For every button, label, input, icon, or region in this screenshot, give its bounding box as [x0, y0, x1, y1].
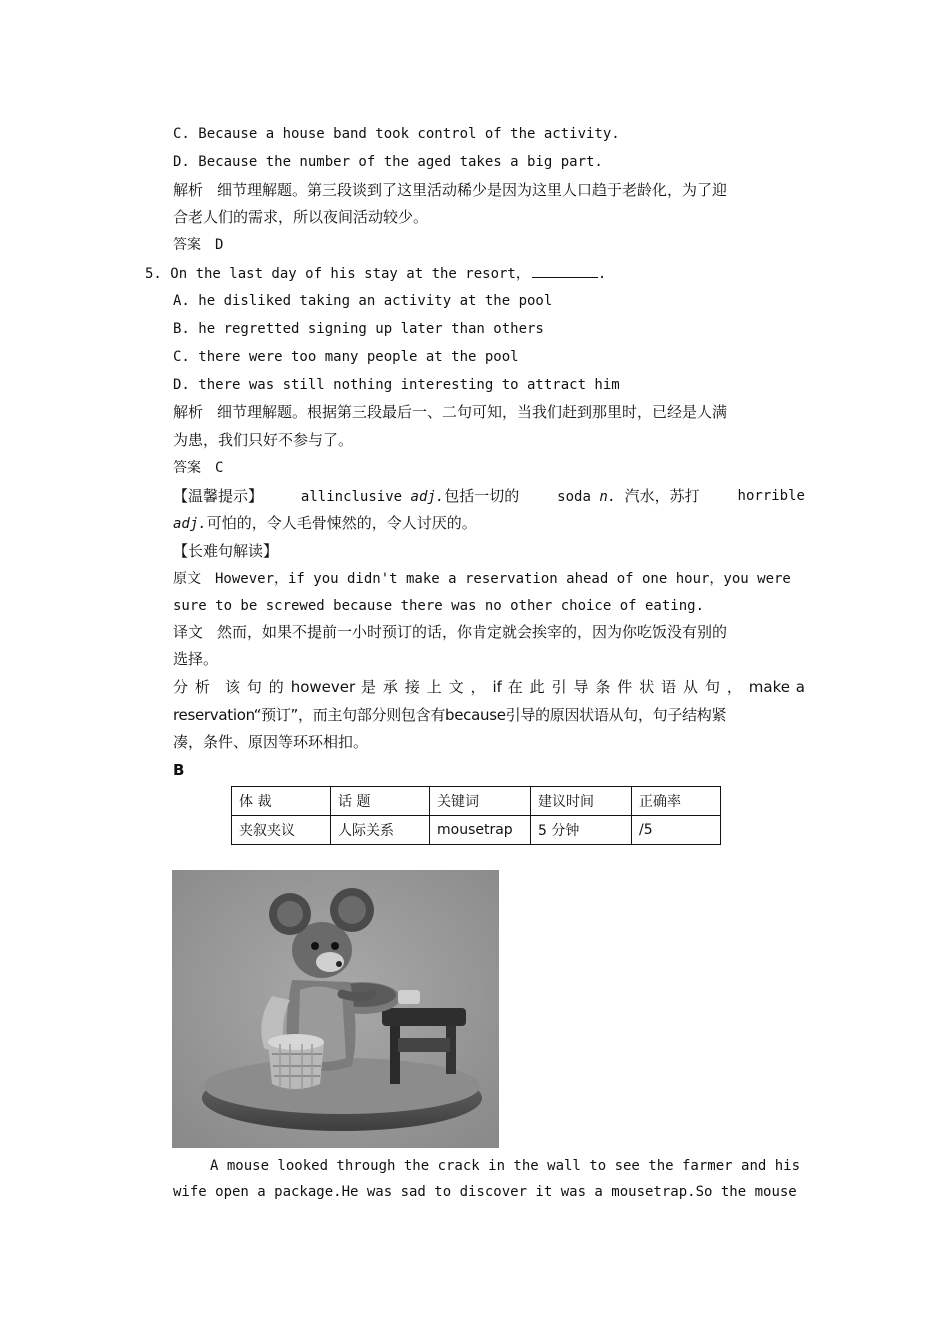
original-line1	[173, 569, 805, 589]
original-label: 原文	[173, 571, 201, 587]
tips-word2-group	[557, 486, 699, 507]
tips-word1-meaning: 包括一切的	[444, 487, 520, 505]
long-sentence-heading: 【长难句解读】	[173, 542, 279, 560]
tips-word3-meaning: 可怕的，令人毛骨悚然的，令人讨厌的。	[206, 514, 477, 532]
q5-answer	[173, 458, 805, 478]
analysis-line3: 凑，条件、原因等环环相扣。	[173, 733, 369, 751]
analysis-line1	[173, 677, 805, 697]
table-cell: 夹叙夹议	[232, 816, 331, 845]
translation-text1: 然而，如果不提前一小时预订的话，你肯定就会挨宰的，因为你吃饭没有别的	[217, 623, 728, 641]
section-b-heading: B	[173, 761, 185, 779]
table-header-cell: 话 题	[331, 787, 430, 816]
q4-analysis-label: 解析	[173, 181, 204, 199]
q4-answer-label: 答案	[173, 237, 201, 253]
tips-word3-pos: adj.	[173, 516, 207, 532]
q5-answer-label: 答案	[173, 460, 201, 476]
q4-option-d: D. Because the number of the aged takes a big part.	[173, 154, 603, 170]
q5-option-c: C. there were too many people at the pool	[173, 349, 519, 365]
original-text1: However，if you didn't make a reservation ahead of one hour，you were	[215, 571, 791, 587]
tips-word2-meaning: 汽水，苏打	[624, 487, 700, 505]
table-row	[232, 816, 721, 845]
q4-option-c: C. Because a house band took control of the activity.	[173, 126, 620, 142]
q5-option-d: D. there was still nothing interesting to attract him	[173, 377, 620, 393]
translation-line2: 选择。	[173, 650, 219, 668]
table-header-cell: 建议时间	[531, 787, 632, 816]
q4-analysis-line1	[173, 180, 805, 200]
table-cell: /5	[632, 816, 721, 845]
table-header-cell: 体 裁	[232, 787, 331, 816]
q5-answer-value: C	[215, 460, 224, 476]
passage-line1: A mouse looked through the crack in the wall to see the farmer and his	[210, 1158, 801, 1174]
table-header-cell: 正确率	[632, 787, 721, 816]
q4-answer	[173, 235, 805, 255]
q5-option-b: B. he regretted signing up later than others	[173, 321, 544, 337]
tips-label: 【温馨提示】	[173, 487, 264, 505]
analysis-line2: reservation“预订”，而主句部分则包含有because引导的原因状语从句，句子结构紧	[173, 706, 727, 724]
table-header-row	[232, 787, 721, 816]
tips-word2: soda	[557, 489, 591, 505]
q5-analysis-label: 解析	[173, 403, 204, 421]
analysis-text1: 该 句 的 however 是 承 接 上 文 ， if 在 此 引 导 条 件 状 语 从 句 ， make a	[224, 678, 805, 696]
q5-analysis-line1	[173, 402, 805, 422]
table-cell: 5 分钟	[531, 816, 632, 845]
mouse-figurine-photo	[172, 870, 499, 1148]
passage-info-table	[231, 786, 721, 845]
table-cell: 人际关系	[331, 816, 430, 845]
tips-line1	[173, 486, 805, 507]
tips-word1: allinclusive	[300, 489, 403, 505]
q4-analysis-line2: 合老人们的需求，所以夜间活动较少。	[173, 208, 429, 226]
passage-line2: wife open a package.He was sad to discover it was a mousetrap.So the mouse	[173, 1184, 797, 1200]
tips-word2-pos: n.	[599, 489, 617, 505]
q5-analysis-line2: 为患，我们只好不参与了。	[173, 431, 354, 449]
table-cell: mousetrap	[430, 816, 531, 845]
q5-analysis-text1: 细节理解题。根据第三段最后一、二句可知，当我们赶到那里时，已经是人满	[217, 403, 728, 421]
q4-analysis-text1: 细节理解题。第三段谈到了这里活动稀少是因为这里人口趋于老龄化，为了迎	[217, 181, 728, 199]
tips-word1-pos: adj.	[410, 489, 445, 505]
original-line2: sure to be screwed because there was no other choice of eating.	[173, 598, 705, 614]
table-header-cell: 关键词	[430, 787, 531, 816]
q5-answer-blank	[532, 263, 598, 278]
q5-stem-end: .	[597, 266, 607, 282]
tips-word3: horrible	[737, 488, 805, 504]
analysis-label: 分 析	[173, 678, 211, 696]
translation-line1	[173, 622, 805, 642]
translation-label: 译文	[173, 623, 204, 641]
q5-option-a: A. he disliked taking an activity at the pool	[173, 293, 553, 309]
tips-word1-group	[301, 486, 519, 507]
tips-line2	[173, 513, 805, 534]
q5-stem	[145, 263, 805, 284]
q5-stem-text: 5. On the last day of his stay at the resort，	[145, 266, 530, 282]
q4-answer-value: D	[215, 237, 224, 253]
